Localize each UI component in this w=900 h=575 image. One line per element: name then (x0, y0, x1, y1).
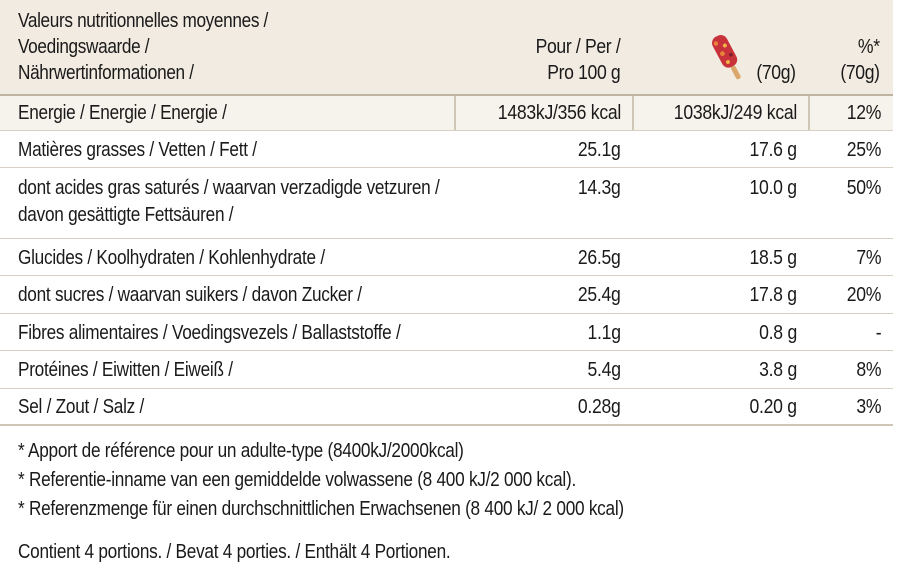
title-line-fr: Valeurs nutritionnelles moyennes / (18, 10, 268, 32)
table-row-carbohydrates: Glucides / Koolhydraten / Kohlenhydrate / 26.5g 18.5 g 7% (0, 239, 893, 276)
footnote-fr: * Apport de référence pour un adulte-type (8400kJ/2000kcal) (18, 440, 464, 462)
table-header (0, 0, 893, 96)
column-divider (454, 96, 456, 130)
title-line-nl: Voedingswaarde / (18, 36, 150, 58)
column-divider (632, 96, 634, 130)
table-row-fibre: Fibres alimentaires / Voedingsvezels / Ballaststoffe / 1.1g 0.8 g - (0, 314, 893, 351)
table-title (18, 8, 268, 86)
table-row-salt: Sel / Zout / Salz / 0.28g 0.20 g 3% (0, 389, 893, 424)
reference-intake-footnotes (18, 437, 624, 524)
table-row-protein: Protéines / Eiwitten / Eiweiß / 5.4g 3.8 g 8% (0, 351, 893, 389)
column-header-percent: %* (70g) (840, 36, 880, 84)
table-row-fat: Matières grasses / Vetten / Fett / 25.1g 17.6 g 25% (0, 131, 893, 168)
footnote-nl: * Referentie-inname van een gemiddelde volwassene (8 400 kJ/2 000 kcal). (18, 469, 576, 491)
footnote-de: * Referenzmenge für einen durchschnittlichen Erwachsenen (8 400 kJ/ 2 000 kcal) (18, 498, 624, 520)
ice-cream-bar-icon (703, 30, 751, 86)
table-row-saturated-fat: dont acides gras saturés / waarvan verzadigde vetzuren / davon gesättigte Fettsäuren / 14.3g 10.0 g 50% (0, 168, 893, 239)
column-divider (808, 96, 810, 130)
table-row-sugars: dont sucres / waarvan suikers / davon Zucker / 25.4g 17.8 g 20% (0, 276, 893, 314)
title-line-de: Nährwertinformationen / (18, 62, 194, 84)
table-row-energy: Energie / Energie / Energie / 1483kJ/356 kcal 1038kJ/249 kcal 12% (0, 96, 893, 131)
column-header-per-100g: Pour / Per / Pro 100 g (535, 36, 620, 84)
portions-note: Contient 4 portions. / Bevat 4 porties. / Enthält 4 Portionen. (18, 541, 451, 563)
column-header-portion: (70g) (756, 62, 796, 84)
